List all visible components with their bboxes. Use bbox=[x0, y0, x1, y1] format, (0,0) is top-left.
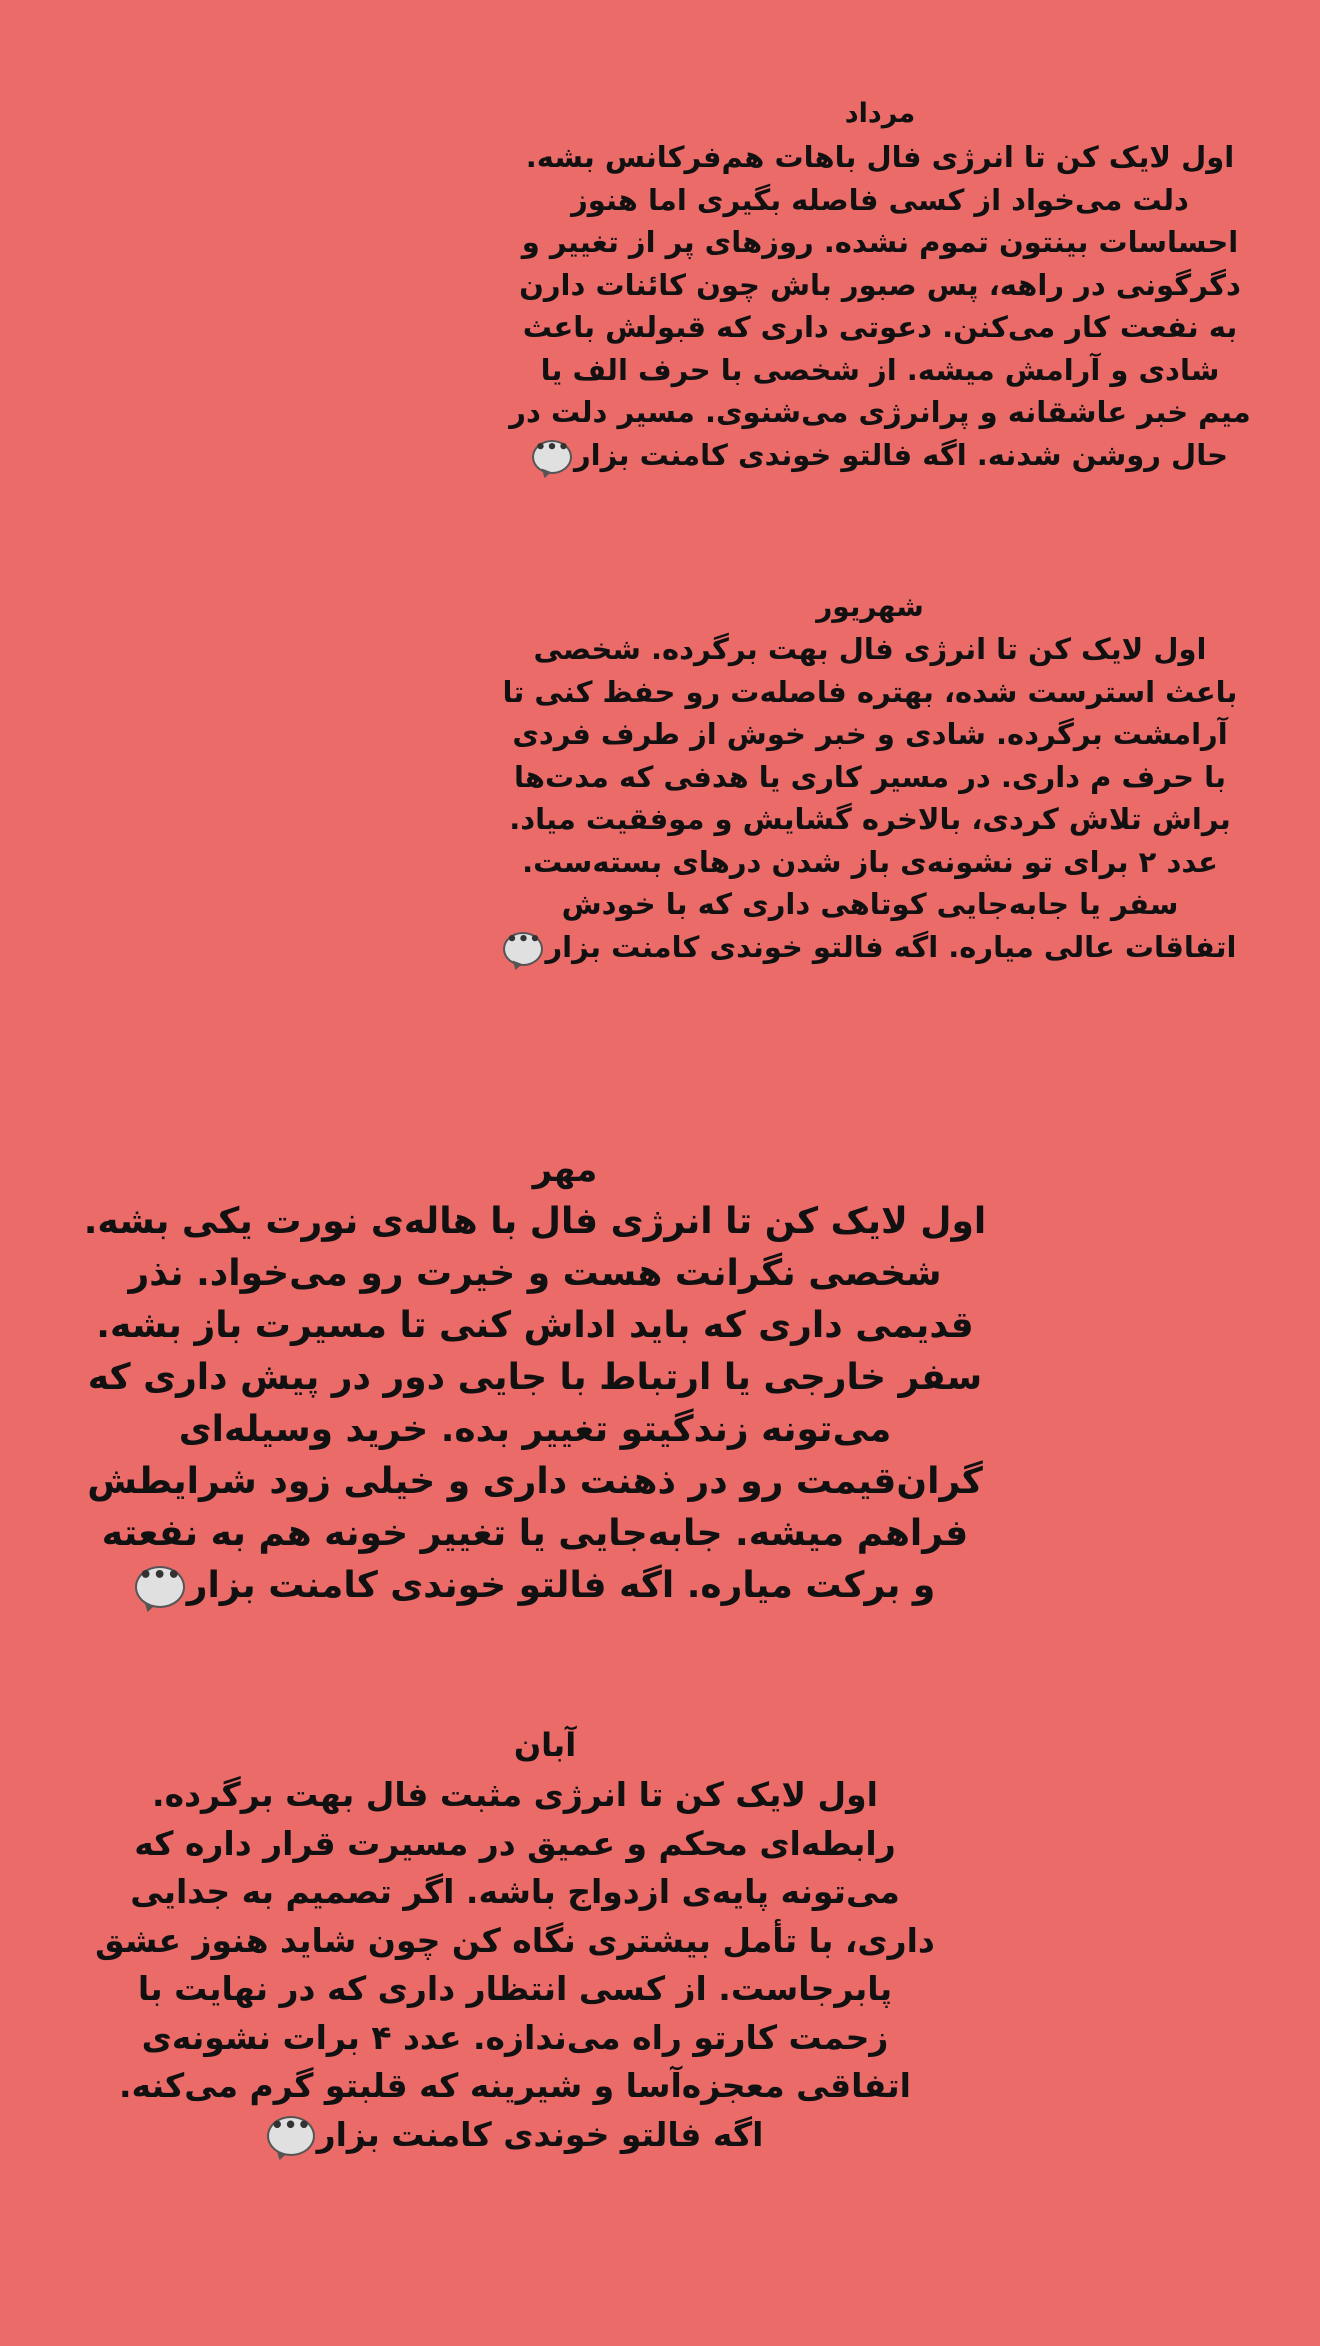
text-line: پابرجاست. از کسی انتظار داری که در نهایت با bbox=[137, 1969, 893, 2008]
speech-bubble-icon bbox=[503, 928, 543, 966]
text-line: آرامشت برگرده. شادی و خبر خوش از طرف فردی bbox=[512, 717, 1228, 751]
text-line: فراهم میشه. جابه‌جایی یا تغییر خونه هم به نفعته bbox=[101, 1513, 969, 1554]
text-line: اتفاقی معجزه‌آسا و شیرینه که قلبتو گرم می‌کنه. bbox=[119, 2066, 911, 2105]
text-line: میم خبر عاشقانه و پرانرژی می‌شنوی. مسیر دلت در bbox=[509, 395, 1251, 429]
text-line: به نفعت کار می‌کنن. دعوتی داری که قبولش باعث bbox=[522, 310, 1238, 344]
horoscope-section-mehr bbox=[50, 1150, 1020, 1612]
horoscope-section-mordad bbox=[480, 96, 1280, 476]
text-line-content: حال روشن شدنه. اگه فالتو خوندی کامنت بزار bbox=[573, 437, 1228, 472]
text-line: اول لایک کن تا انرژی فال باهات هم‌فرکانس بشه. bbox=[525, 140, 1235, 174]
speech-bubble-icon bbox=[267, 2112, 315, 2156]
text-line: اول لایک کن تا انرژی مثبت فال بهت برگرده. bbox=[152, 1775, 878, 1814]
text-line: می‌تونه پایه‌ی ازدواج باشه. اگر تصمیم به جدایی bbox=[130, 1872, 900, 1911]
text-line-last bbox=[50, 2111, 980, 2160]
text-line: شخصی نگرانت هست و خیرت رو می‌خواد. نذر bbox=[128, 1253, 942, 1294]
text-line: سفر خارجی یا ارتباط با جایی دور در پیش داری که bbox=[87, 1357, 983, 1398]
text-line: دگرگونی در راهه، پس صبور باش چون کائنات دارن bbox=[519, 267, 1241, 302]
text-line: دلت می‌خواد از کسی فاصله بگیری اما هنوز bbox=[571, 182, 1189, 217]
text-line: رابطه‌ای محکم و عمیق در مسیرت قرار داره که bbox=[134, 1823, 896, 1863]
text-line-content: و برکت میاره. اگه فالتو خوندی کامنت بزار bbox=[186, 1565, 936, 1606]
text-line: اول لایک کن تا انرژی فال با هاله‌ی نورت یکی بشه. bbox=[83, 1201, 987, 1242]
bubble-dots: ••• bbox=[506, 928, 541, 950]
text-line: زحمت کارتو راه می‌ندازه. عدد ۴ برات نشونه‌ی bbox=[141, 2017, 889, 2057]
text-line: داری، با تأمل بیشتری نگاه کن چون شاید هنوز عشق bbox=[95, 1920, 935, 1960]
horoscope-section-shahrivar bbox=[470, 588, 1270, 968]
text-line: باعث استرست شده، بهتره فاصله‌ت رو حفظ کنی تا bbox=[502, 674, 1238, 709]
text-line-content: اتفاقات عالی میاره. اگه فالتو خوندی کامنت بزار bbox=[545, 929, 1237, 964]
text-line: احساسات بینتون تموم نشده. روزهای پر از تغییر و bbox=[521, 225, 1239, 259]
text-line-last bbox=[50, 1560, 1020, 1612]
text-line: با حرف م داری. در مسیر کاری یا هدفی که مدت‌ها bbox=[514, 759, 1226, 794]
bubble-dots: ••• bbox=[270, 2112, 311, 2137]
horoscope-section-aban bbox=[50, 1725, 980, 2159]
text-line: شادی و آرامش میشه. از شخصی با حرف الف یا bbox=[540, 352, 1220, 387]
speech-bubble-icon bbox=[532, 436, 572, 474]
section-title: مرداد bbox=[844, 98, 916, 129]
speech-bubble-icon bbox=[135, 1562, 185, 1608]
bubble-dots: ••• bbox=[138, 1562, 181, 1588]
text-line: قدیمی داری که باید اداش کنی تا مسیرت باز بشه. bbox=[96, 1305, 974, 1346]
text-line-last bbox=[470, 926, 1270, 969]
section-title: آبان bbox=[513, 1726, 577, 1764]
bubble-dots: ••• bbox=[534, 436, 570, 458]
text-line: سفر یا جابه‌جایی کوتاهی داری که با خودش bbox=[561, 887, 1179, 921]
text-line: اول لایک کن تا انرژی فال بهت برگرده. شخصی bbox=[533, 632, 1207, 666]
text-line: براش تلاش کردی، بالاخره گشایش و موفقیت میاد. bbox=[509, 802, 1231, 836]
section-title: شهریور bbox=[816, 590, 924, 623]
text-line: عدد ۲ برای تو نشونه‌ی باز شدن درهای بسته‌ست. bbox=[522, 844, 1218, 879]
text-line-last bbox=[480, 434, 1280, 477]
text-line-content: اگه فالتو خوندی کامنت بزار bbox=[316, 2114, 764, 2154]
text-line: می‌تونه زندگیتو تغییر بده. خرید وسیله‌ای bbox=[178, 1409, 892, 1450]
section-title: مهر bbox=[532, 1150, 598, 1190]
text-line: گران‌قیمت رو در ذهنت داری و خیلی زود شرایطش bbox=[87, 1461, 983, 1502]
